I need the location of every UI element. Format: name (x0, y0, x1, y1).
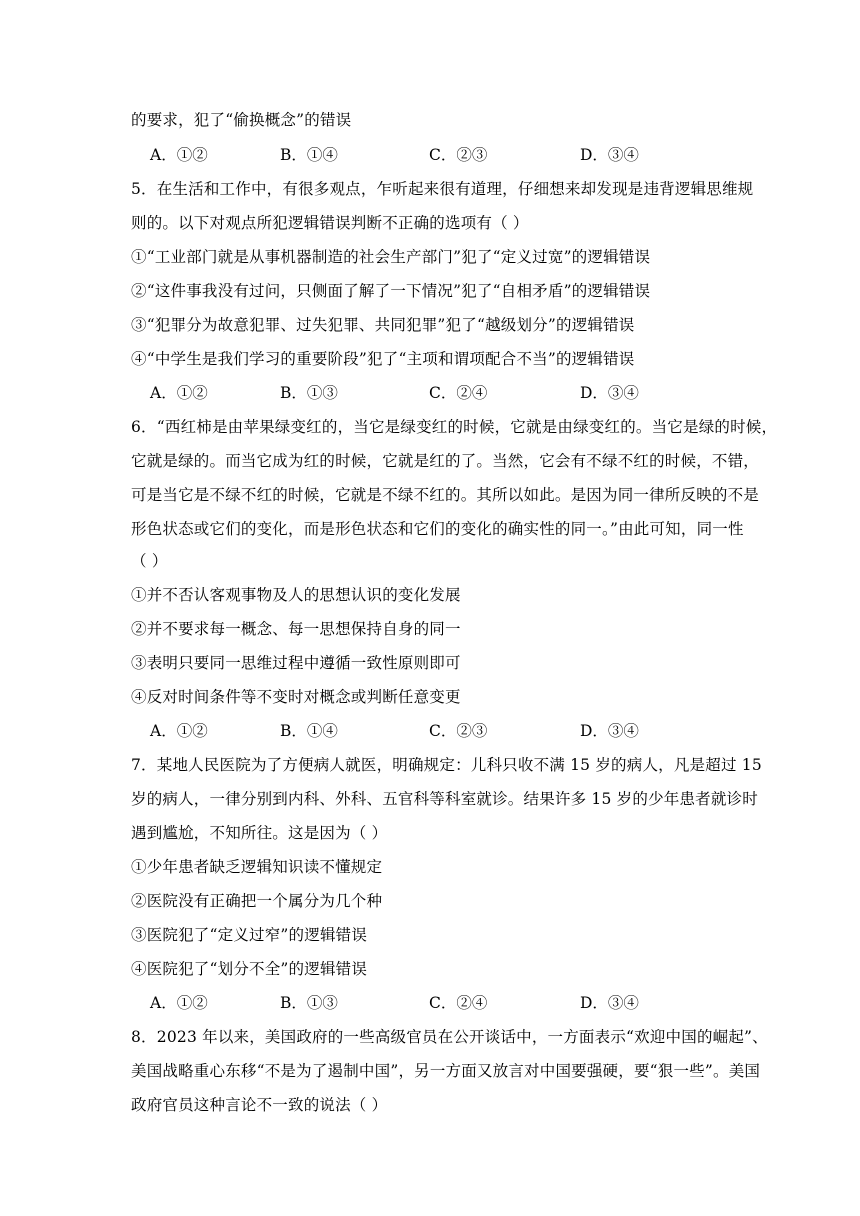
q6-stem-line-1: 6．“西红柿是由苹果绿变红的，当它是绿变红的时候，它就是由绿变红的。当它是绿的时候， (131, 418, 778, 436)
option-a: A．①② (150, 384, 208, 402)
q7-stem-line-3: 遇到尴尬，不知所往。这是因为（ ） (131, 824, 388, 842)
option-d: D．③④ (580, 994, 639, 1012)
q5-options (150, 383, 750, 403)
q5-stem-line-2: 则的。以下对观点所犯逻辑错误判断不正确的选项有（ ） (131, 214, 529, 232)
q7-item-1: ①少年患者缺乏逻辑知识读不懂规定 (131, 858, 383, 876)
q6-item-1: ①并不否认客观事物及人的思想认识的变化发展 (131, 586, 461, 604)
q7-stem-line-1: 7．某地人民医院为了方便病人就医，明确规定：儿科只收不满 15 岁的病人，凡是超过 15 (131, 756, 762, 774)
q7-item-3: ③医院犯了“定义过窄”的逻辑错误 (131, 926, 368, 944)
option-b: B．①④ (280, 722, 338, 740)
q7-item-2: ②医院没有正确把一个属分为几个种 (131, 892, 383, 910)
prev-question-options (150, 145, 750, 165)
option-c: C．②③ (429, 722, 488, 740)
q6-item-2: ②并不要求每一概念、每一思想保持自身的同一 (131, 620, 461, 638)
q6-stem-line-2: 它就是绿的。而当它成为红的时候，它就是红的了。当然，它会有不绿不红的时候，不错， (131, 452, 760, 470)
option-b: B．①④ (280, 146, 338, 164)
q6-stem-line-3: 可是当它是不绿不红的时候，它就是不绿不红的。其所以如此。是因为同一律所反映的不是 (131, 486, 760, 504)
q5-item-2: ②“这件事我没有过问，只侧面了解了一下情况”犯了“自相矛盾”的逻辑错误 (131, 282, 651, 300)
option-d: D．③④ (580, 722, 639, 740)
option-d: D．③④ (580, 146, 639, 164)
q7-item-4: ④医院犯了“划分不全”的逻辑错误 (131, 960, 368, 978)
q5-stem-line-1: 5．在生活和工作中，有很多观点，乍听起来很有道理，仔细想来却发现是违背逻辑思维规 (131, 180, 754, 198)
q8-stem-line-2: 美国战略重心东移“不是为了遏制中国”，另一方面又放言对中国要强硬，要“狠一些”。美国 (131, 1062, 761, 1080)
option-c: C．②③ (429, 146, 488, 164)
option-c: C．②④ (429, 994, 488, 1012)
q6-item-4: ④反对时间条件等不变时对概念或判断任意变更 (131, 688, 461, 706)
prev-question-tail: 的要求，犯了“偷换概念”的错误 (131, 111, 352, 129)
q7-options (150, 993, 750, 1013)
option-b: B．①③ (280, 384, 338, 402)
option-a: A．①② (150, 994, 208, 1012)
q5-item-4: ④“中学生是我们学习的重要阶段”犯了“主项和谓项配合不当”的逻辑错误 (131, 350, 635, 368)
option-d: D．③④ (580, 384, 639, 402)
q6-item-3: ③表明只要同一思维过程中遵循一致性原则即可 (131, 654, 461, 672)
q8-stem-line-3: 政府官员这种言论不一致的说法（ ） (131, 1096, 388, 1114)
q6-options (150, 721, 750, 741)
q5-item-3: ③“犯罪分为故意犯罪、过失犯罪、共同犯罪”犯了“越级划分”的逻辑错误 (131, 316, 635, 334)
q5-item-1: ①“工业部门就是从事机器制造的社会生产部门”犯了“定义过宽”的逻辑错误 (131, 248, 651, 266)
option-b: B．①③ (280, 994, 338, 1012)
option-c: C．②④ (429, 384, 488, 402)
option-a: A．①② (150, 722, 208, 740)
q6-stem-line-4: 形色状态或它们的变化，而是形色状态和它们的变化的确实性的同一。”由此可知，同一性 (131, 520, 744, 538)
q6-stem-line-5: （ ） (131, 552, 168, 570)
q7-stem-line-2: 岁的病人，一律分别到内科、外科、五官科等科室就诊。结果许多 15 岁的少年患者就诊时 (131, 790, 758, 808)
option-a: A．①② (150, 146, 208, 164)
q8-stem-line-1: 8．2023 年以来，美国政府的一些高级官员在公开谈话中，一方面表示“欢迎中国的崛起”、 (131, 1028, 768, 1046)
